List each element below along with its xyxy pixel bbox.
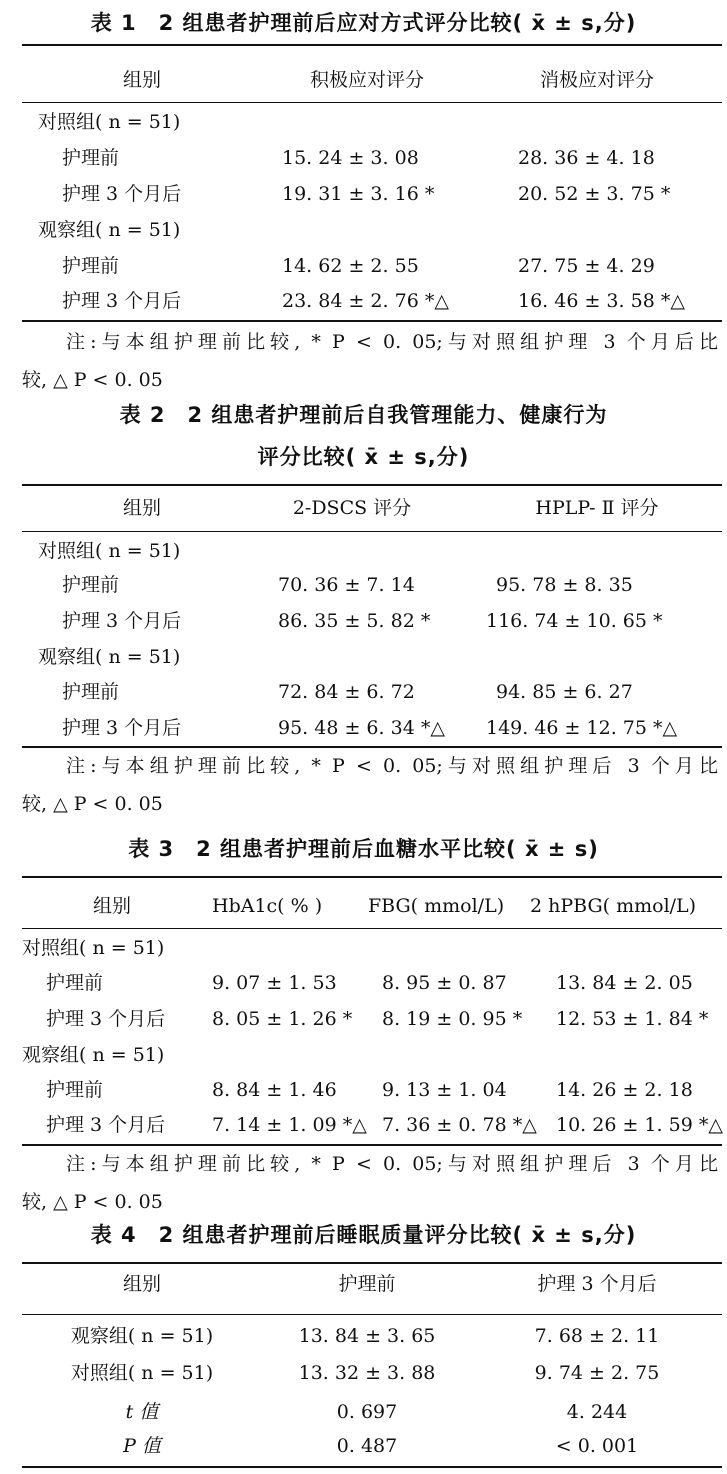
table-cell: 94. 85 ± 6. 27 — [496, 681, 633, 703]
table-3-header-col1: HbA1c( % ) — [212, 895, 323, 917]
table-1-note: 注:与本组护理前比较, * P < 0. 05;与对照组护理 3 个月后比 — [66, 331, 718, 353]
table-row-label: 护理 3 个月后 — [46, 1114, 166, 1136]
table-4-header-group: 组别 — [122, 1273, 161, 1295]
table-row-group: 对照组( n = 51) — [38, 111, 181, 133]
table-cell: 9. 13 ± 1. 04 — [382, 1079, 507, 1101]
table-cell: 7. 14 ± 1. 09 *△ — [212, 1114, 367, 1136]
table-2-title-line2: 评分比较( x̄ ± s,分) — [257, 445, 470, 469]
table-cell: 116. 74 ± 10. 65 * — [486, 610, 663, 632]
table-cell: 72. 84 ± 6. 72 — [278, 681, 415, 703]
table-row-label: 护理前 — [46, 1079, 104, 1101]
table-3-note-cont: 较, △ P < 0. 05 — [22, 1191, 163, 1213]
table-row-group: 对照组( n = 51) — [38, 540, 181, 562]
table-3-note: 注:与本组护理前比较, * P < 0. 05;与对照组护理后 3 个月比 — [66, 1153, 718, 1175]
table-cell: 8. 19 ± 0. 95 * — [382, 1008, 523, 1030]
table-row-label: 护理 3 个月后 — [62, 610, 182, 632]
table-cell: 23. 84 ± 2. 76 *△ — [282, 290, 449, 312]
table-row-group: 对照组( n = 51) — [70, 1362, 214, 1384]
table-row-label: 护理前 — [62, 681, 120, 703]
table-cell: 28. 36 ± 4. 18 — [518, 147, 655, 169]
table-1-header-group: 组别 — [122, 69, 161, 91]
table-3-header-group: 组别 — [92, 895, 131, 917]
table-2-note-cont: 较, △ P < 0. 05 — [22, 793, 163, 815]
table-1-top-rule — [22, 44, 722, 46]
table-3-top-rule — [22, 876, 722, 878]
table-row-label: 护理 3 个月后 — [62, 290, 182, 312]
table-cell: 13. 32 ± 3. 88 — [298, 1362, 436, 1384]
table-1-header-col1: 积极应对评分 — [309, 69, 424, 91]
table-cell: 14. 62 ± 2. 55 — [282, 255, 419, 277]
table-cell: 8. 05 ± 1. 26 * — [212, 1008, 353, 1030]
table-cell: 14. 26 ± 2. 18 — [556, 1079, 693, 1101]
table-4-top-rule — [22, 1262, 722, 1264]
table-cell: 8. 95 ± 0. 87 — [382, 972, 507, 994]
table-row-label: 护理 3 个月后 — [46, 1008, 166, 1030]
table-cell: 16. 46 ± 3. 58 *△ — [518, 290, 685, 312]
table-row-group: 观察组( n = 51) — [22, 1044, 165, 1066]
table-cell: 13. 84 ± 2. 05 — [556, 972, 693, 994]
table-row-label: 护理前 — [46, 972, 104, 994]
table-4-header-col2: 护理 3 个月后 — [537, 1273, 657, 1295]
table-cell: 9. 74 ± 2. 75 — [534, 1362, 660, 1384]
table-row-stat: t 值 — [125, 1401, 159, 1423]
table-4-title: 表 4 2 组患者护理前后睡眠质量评分比较( x̄ ± s,分) — [90, 1223, 637, 1247]
table-row-group: 观察组( n = 51) — [38, 219, 181, 241]
table-3-header-col2: FBG( mmol/L) — [368, 895, 505, 917]
table-row-label: 护理前 — [62, 255, 120, 277]
table-4-header-col1: 护理前 — [338, 1273, 396, 1295]
table-1-note-cont: 较, △ P < 0. 05 — [22, 369, 163, 391]
table-1-header-rule — [22, 102, 722, 103]
table-1-bottom-rule — [22, 320, 722, 322]
table-row-label: 护理 3 个月后 — [62, 717, 182, 739]
table-cell: 4. 244 — [566, 1401, 628, 1423]
table-2-header-col1: 2-DSCS 评分 — [292, 497, 412, 519]
table-row-label: 护理前 — [62, 147, 120, 169]
table-row-group: 观察组( n = 51) — [70, 1325, 214, 1347]
table-2-header-rule — [22, 531, 722, 532]
table-2-top-rule — [22, 484, 722, 486]
table-3-header-rule — [22, 928, 722, 929]
table-1-header-col2: 消极应对评分 — [539, 69, 654, 91]
table-cell: 95. 78 ± 8. 35 — [496, 574, 633, 596]
table-cell: 20. 52 ± 3. 75 * — [518, 183, 671, 205]
table-cell: 9. 07 ± 1. 53 — [212, 972, 337, 994]
table-cell: 95. 48 ± 6. 34 *△ — [278, 717, 445, 739]
table-cell: 0. 487 — [336, 1435, 398, 1457]
table-cell: 86. 35 ± 5. 82 * — [278, 610, 431, 632]
table-2-header-group: 组别 — [122, 497, 161, 519]
table-cell: 7. 36 ± 0. 78 *△ — [382, 1114, 537, 1136]
table-4-header-rule — [22, 1314, 722, 1315]
table-row-stat: P 值 — [123, 1435, 161, 1457]
table-cell: 7. 68 ± 2. 11 — [534, 1325, 660, 1347]
table-cell: 70. 36 ± 7. 14 — [278, 574, 415, 596]
table-cell: 0. 697 — [336, 1401, 398, 1423]
table-row-group: 对照组( n = 51) — [22, 937, 165, 959]
table-4-bottom-rule — [22, 1466, 722, 1468]
table-cell: 12. 53 ± 1. 84 * — [556, 1008, 709, 1030]
table-3-title: 表 3 2 组患者护理前后血糖水平比较( x̄ ± s) — [128, 837, 599, 861]
table-2-note: 注:与本组护理前比较, * P < 0. 05;与对照组护理后 3 个月比 — [66, 755, 718, 777]
table-cell: 19. 31 ± 3. 16 * — [282, 183, 435, 205]
table-cell: 10. 26 ± 1. 59 *△ — [556, 1114, 723, 1136]
table-row-group: 观察组( n = 51) — [38, 646, 181, 668]
table-row-label: 护理 3 个月后 — [62, 183, 182, 205]
table-cell: 27. 75 ± 4. 29 — [518, 255, 655, 277]
table-cell: 13. 84 ± 3. 65 — [298, 1325, 436, 1347]
table-row-label: 护理前 — [62, 574, 120, 596]
table-2-title-line1: 表 2 2 组患者护理前后自我管理能力、健康行为 — [119, 403, 608, 427]
table-cell: 8. 84 ± 1. 46 — [212, 1079, 337, 1101]
table-cell: < 0. 001 — [555, 1435, 639, 1457]
table-cell: 15. 24 ± 3. 08 — [282, 147, 419, 169]
table-cell: 149. 46 ± 12. 75 *△ — [486, 717, 678, 739]
table-2-header-col2: HPLP- Ⅱ 评分 — [535, 497, 659, 519]
table-1-title: 表 1 2 组患者护理前后应对方式评分比较( x̄ ± s,分) — [90, 11, 637, 35]
table-3-header-col3: 2 hPBG( mmol/L) — [530, 895, 697, 917]
